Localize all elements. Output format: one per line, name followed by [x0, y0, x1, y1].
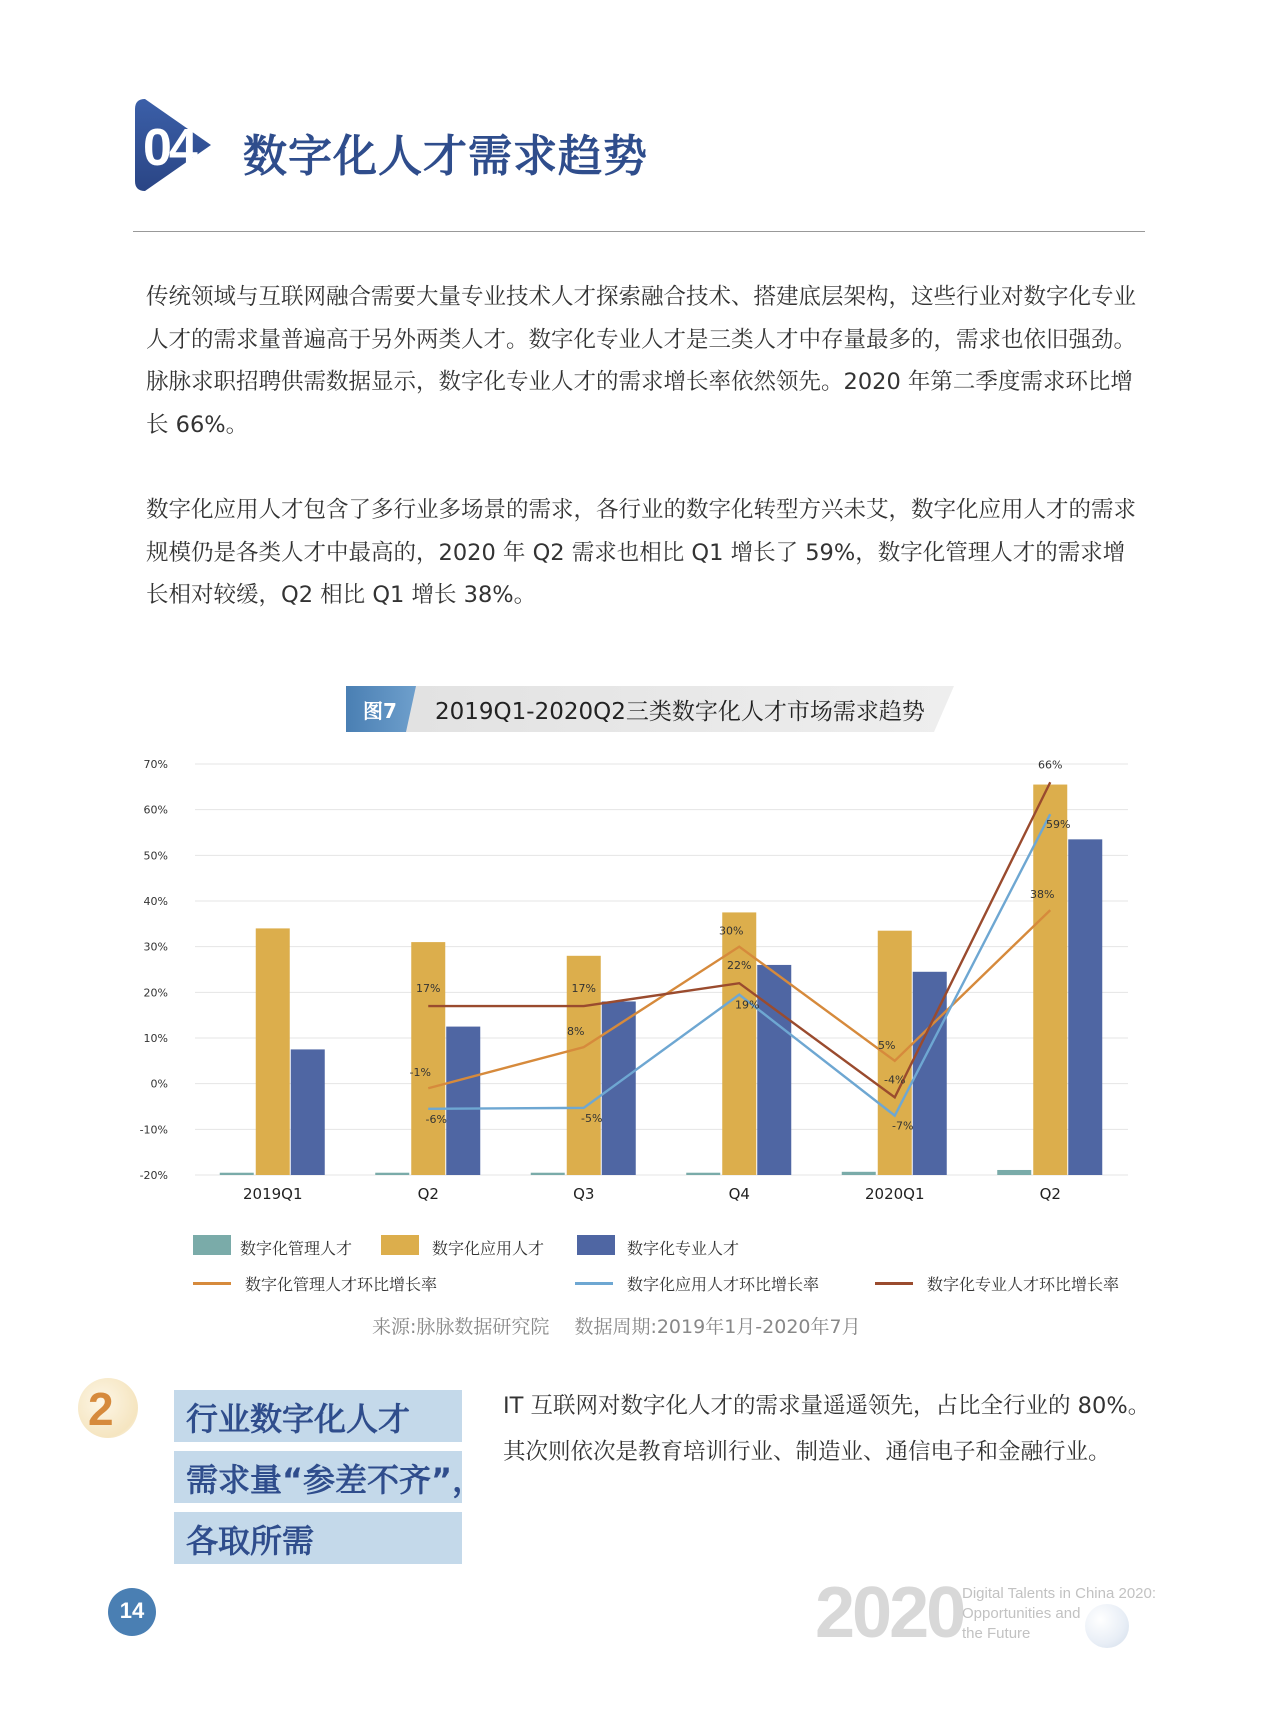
y-tick-label-0: 70% — [143, 758, 168, 771]
legend-label-professional: 数字化专业人才 — [627, 1239, 740, 1258]
bar-s0-c4 — [842, 1172, 876, 1175]
y-tick-label-3: 40% — [143, 895, 168, 908]
bar-s2-c2 — [602, 1001, 636, 1175]
line-label-s0-c5: 38% — [1030, 888, 1055, 902]
legend-label-application-growth: 数字化应用人才环比增长率 — [627, 1275, 820, 1294]
bar-s1-c0 — [256, 928, 290, 1175]
bar-s1-c1 — [411, 942, 445, 1175]
bar-s2-c0 — [291, 1049, 325, 1175]
bar-s2-c1 — [446, 1027, 480, 1175]
x-tick-label-3: Q4 — [728, 1185, 750, 1203]
page-number: 14 — [119, 1598, 145, 1623]
line-label-s2-c4: -4% — [884, 1073, 906, 1087]
footer-decor-sphere — [1085, 1604, 1129, 1648]
footer-year: 2020 — [815, 1573, 964, 1653]
x-tick-label-5: Q2 — [1039, 1185, 1061, 1203]
line-label-s1-c4: -7% — [892, 1119, 914, 1133]
page-title: 数字化人才需求趋势 — [243, 131, 648, 182]
x-tick-label-2: Q3 — [573, 1185, 595, 1203]
line-label-s1-c2: -5% — [581, 1111, 603, 1125]
bar-s2-c5 — [1068, 839, 1102, 1175]
highlight-line-3: 各取所需 — [186, 1522, 315, 1560]
line-label-s2-c1: 17% — [416, 982, 441, 996]
legend-swatch-professional — [577, 1235, 615, 1255]
y-tick-label-4: 30% — [143, 940, 168, 954]
figure-label: 图7 — [363, 699, 397, 723]
legend-line-management-growth — [193, 1282, 231, 1285]
legend-label-professional-growth: 数字化专业人才环比增长率 — [927, 1275, 1120, 1294]
second-paragraph: 数字化应用人才包含了多行业多场景的需求，各行业的数字化转型方兴未艾，数字化应用人才的需求规模仍是各类人才中最高的，2020 年 Q2 需求也相比 Q1 增长了 59%，数字化管理人才的需求增长相对较缓，Q2 相比 Q1 增长 38%。 — [146, 497, 1137, 608]
legend-line-application-growth — [575, 1282, 613, 1285]
line-label-s1-c3: 19% — [735, 998, 760, 1012]
line-label-s1-c1: -6% — [425, 1112, 447, 1126]
bar-s0-c0 — [220, 1173, 254, 1175]
footer-english-line-2: Opportunities and — [962, 1605, 1081, 1622]
bar-s0-c3 — [686, 1173, 720, 1175]
footer-english-line-3: the Future — [962, 1625, 1031, 1642]
line-label-s2-c2: 17% — [571, 982, 596, 996]
highlight-line-1: 行业数字化人才 — [186, 1400, 411, 1438]
demand-trend-chart — [139, 750, 1140, 1203]
line-label-s0-c3: 30% — [719, 924, 744, 938]
line-label-s2-c3: 22% — [727, 959, 752, 973]
section-number: 04 — [143, 119, 195, 177]
bar-s0-c2 — [531, 1173, 565, 1175]
bar-s2-c3 — [757, 965, 791, 1175]
bar-s0-c5 — [997, 1170, 1031, 1175]
y-tick-label-8: -10% — [139, 1123, 168, 1137]
highlight-line-2: 需求量“参差不齐”， — [186, 1461, 485, 1499]
y-tick-label-6: 10% — [143, 1032, 168, 1045]
y-tick-label-7: 0% — [150, 1077, 168, 1091]
legend-label-management: 数字化管理人才 — [240, 1239, 353, 1258]
bar-s1-c5 — [1033, 785, 1067, 1175]
section2-number: 2 — [88, 1383, 114, 1435]
legend-label-management-growth: 数字化管理人才环比增长率 — [245, 1275, 438, 1294]
line-label-s0-c1: -1% — [409, 1066, 431, 1080]
legend-swatch-application — [381, 1235, 419, 1255]
y-tick-label-5: 20% — [143, 986, 168, 1000]
y-tick-label-9: -20% — [139, 1169, 168, 1182]
y-tick-label-1: 60% — [143, 803, 168, 817]
x-tick-label-0: 2019Q1 — [242, 1185, 303, 1203]
header-divider — [133, 231, 1145, 232]
x-tick-label-4: 2020Q1 — [864, 1185, 925, 1203]
legend-label-application: 数字化应用人才 — [432, 1239, 545, 1258]
line-label-s2-c5: 66% — [1038, 758, 1063, 772]
line-label-s0-c4: 5% — [878, 1038, 896, 1052]
bar-s1-c3 — [722, 912, 756, 1175]
section2-paragraph: IT 互联网对数字化人才的需求量遥遥领先，占比全行业的 80%。其次则依次是教育培训行业、制造业、通信电子和金融行业。 — [503, 1393, 1151, 1465]
figure-source: 来源:脉脉数据研究院 数据周期:2019年1月-2020年7月 — [372, 1316, 861, 1338]
line-label-s0-c2: 8% — [567, 1025, 585, 1039]
intro-paragraph: 传统领域与互联网融合需要大量专业技术人才探索融合技术、搭建底层架构，这些行业对数字化专业人才的需求量普遍高于另外两类人才。数字化专业人才是三类人才中存量最多的，需求也依旧强劲。脉脉求职招聘供需数据显示，数字化专业人才的需求增长率依然领先。2020 年第二季度需求环比增长 66%。 — [146, 284, 1137, 438]
footer-english-line-1: Digital Talents in China 2020: — [962, 1585, 1157, 1602]
y-tick-label-2: 50% — [143, 849, 168, 863]
legend-line-professional-growth — [875, 1282, 913, 1285]
x-tick-label-1: Q2 — [417, 1185, 439, 1203]
bar-s0-c1 — [375, 1173, 409, 1175]
line-label-s1-c5: 59% — [1046, 818, 1071, 832]
legend-swatch-management — [193, 1235, 231, 1255]
figure-title: 2019Q1-2020Q2三类数字化人才市场需求趋势 — [435, 699, 925, 725]
